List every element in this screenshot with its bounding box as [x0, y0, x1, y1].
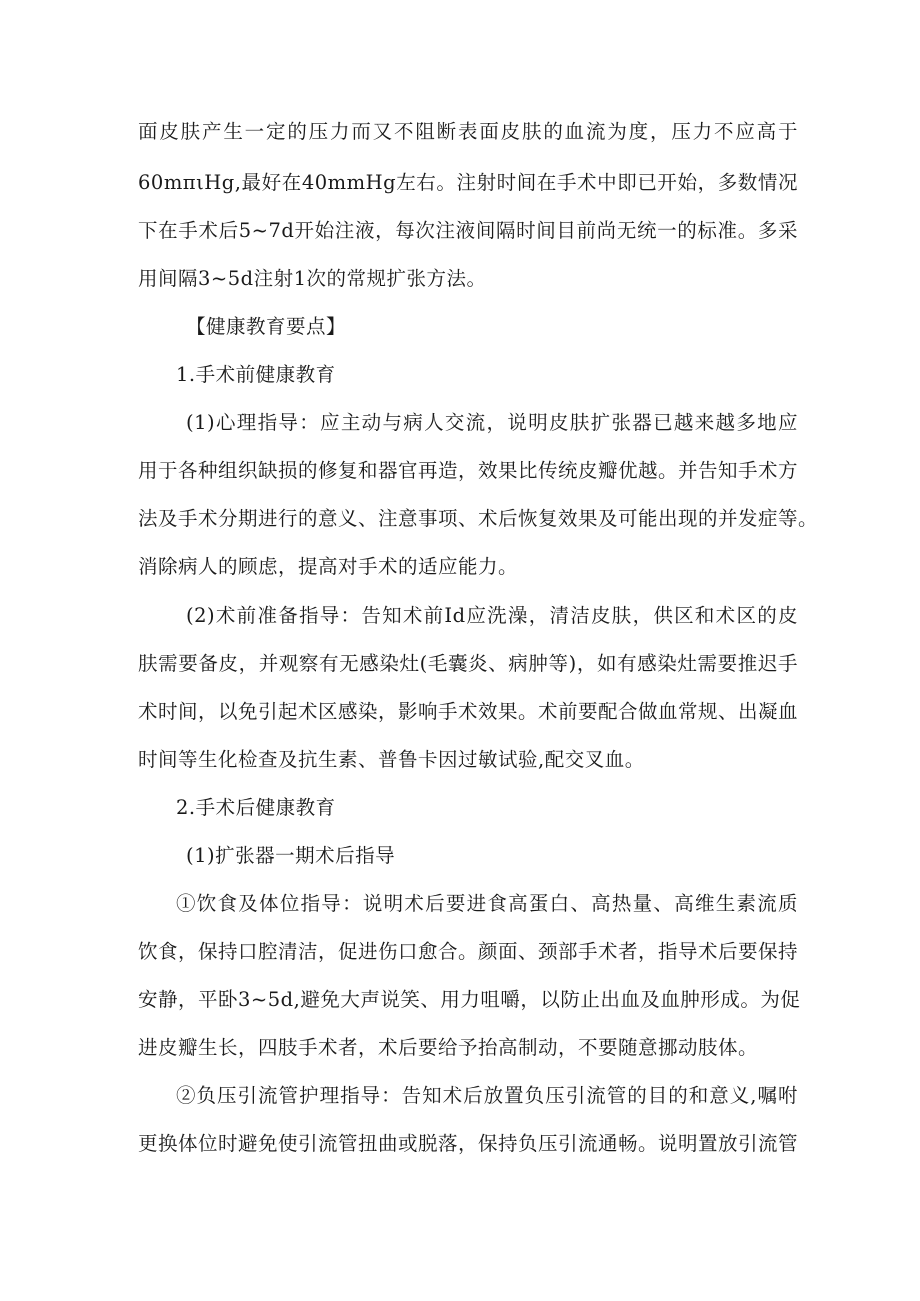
paragraph-line: 用间隔3~5d注射1次的常规扩张方法。 — [138, 267, 487, 290]
paragraph-line: (2)术前准备指导：告知术前Id应洗澡，清洁皮肤，供区和术区的皮 — [186, 604, 798, 627]
paragraph-line: 更换体位时避免使引流管扭曲或脱落，保持负压引流通畅。说明置放引流管 — [138, 1132, 799, 1155]
paragraph-line: 肤需要备皮，并观察有无感染灶(毛囊炎、病肿等)，如有感染灶需要推迟手 — [138, 652, 798, 675]
paragraph-line: ②负压引流管护理指导：告知术后放置负压引流管的目的和意义,嘱咐 — [176, 1084, 798, 1107]
paragraph-line: 安静，平卧3~5d,避免大声说笑、用力咀嚼，以防止出血及血肿形成。为促 — [138, 988, 801, 1011]
paragraph-line: 术时间，以免引起术区感染，影响手术效果。术前要配合做血常规、出凝血 — [138, 700, 799, 723]
paragraph-line: 面皮肤产生一定的压力而又不阻断表面皮肤的血流为度，压力不应高于 — [138, 120, 798, 143]
subsection-heading: 2.手术后健康教育 — [176, 796, 336, 819]
paragraph-line: 饮食，保持口腔清洁，促进伤口愈合。颜面、颈部手术者，指导术后要保持 — [138, 940, 799, 963]
paragraph-line: 下在手术后5~7d开始注液，每次注液间隔时间目前尚无统一的标准。多采 — [138, 219, 798, 242]
paragraph-line: 60mπιHg,最好在40mmHg左右。注射时间在手术中即已开始，多数情况 — [138, 171, 798, 194]
subsection-heading: 1.手术前健康教育 — [176, 363, 336, 386]
subsection-heading: (1)扩张器一期术后指导 — [186, 844, 396, 867]
section-heading: 【健康教育要点】 — [186, 315, 347, 338]
paragraph-line: (1)心理指导：应主动与病人交流，说明皮肤扩张器已越来越多地应 — [186, 411, 798, 434]
paragraph-line: 消除病人的顾虑，提高对手术的适应能力。 — [138, 555, 519, 578]
paragraph-line: 法及手术分期进行的意义、注意事项、术后恢复效果及可能出现的并发症等。 — [138, 507, 819, 530]
paragraph-line: 进皮瓣生长，四肢手术者，术后要给予抬高制动，不要随意挪动肢体。 — [138, 1036, 759, 1059]
paragraph-line: ①饮食及体位指导：说明术后要进食高蛋白、高热量、高维生素流质 — [176, 892, 798, 915]
paragraph-line: 用于各种组织缺损的修复和器官再造，效果比传统皮瓣优越。并告知手术方 — [138, 459, 799, 482]
paragraph-line: 时间等生化检查及抗生素、普鲁卡因过敏试验,配交叉血。 — [138, 748, 645, 771]
